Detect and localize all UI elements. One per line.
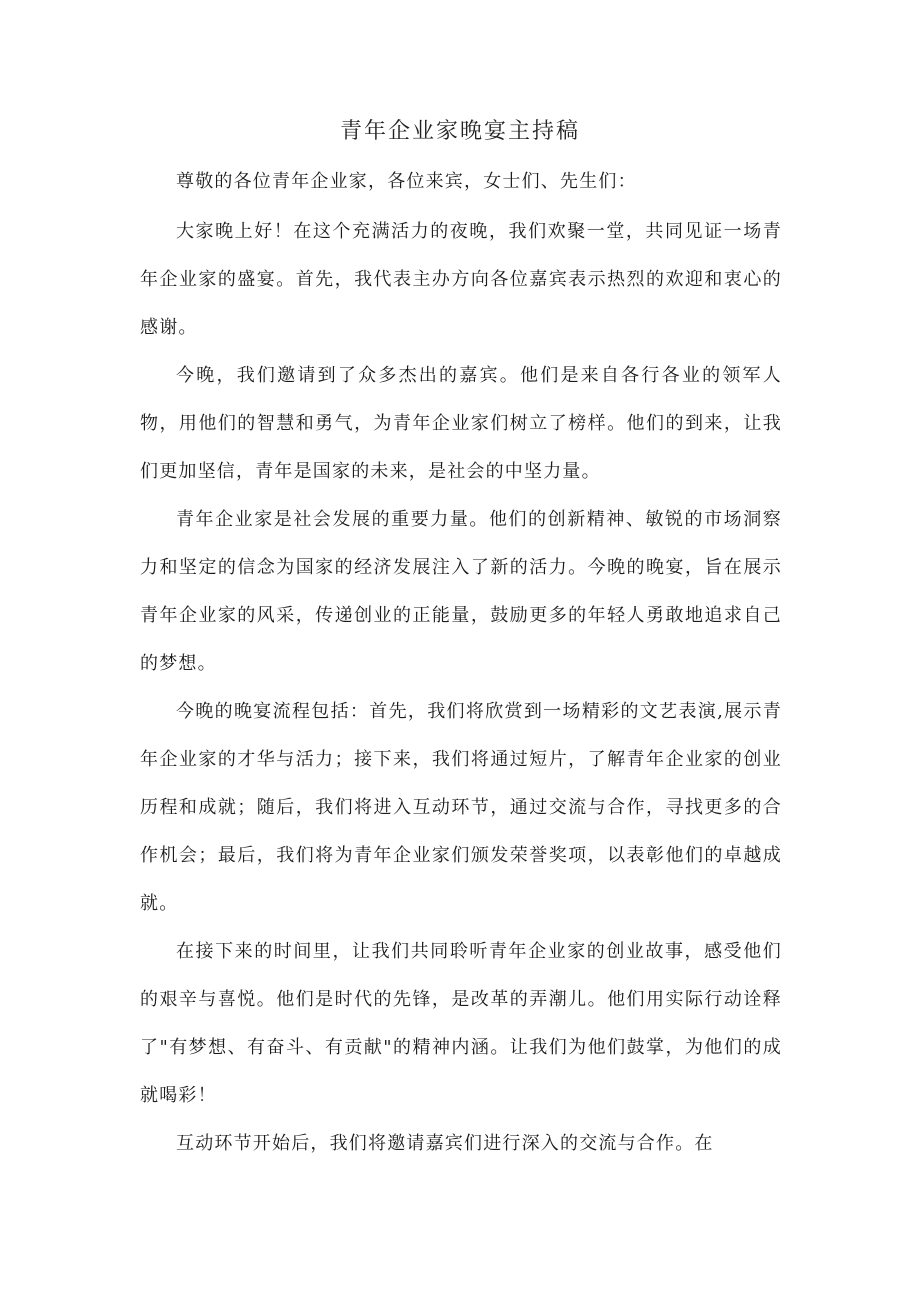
paragraph-greeting: 尊敬的各位青年企业家，各位来宾，女士们、先生们： [176, 171, 637, 192]
paragraph-entrepreneurs: 青年企业家是社会发展的重要力量。他们的创新精神、敏锐的市场洞察力和坚定的信念为国家的经济发展注入了新的活力。今晚的晚宴，旨在展示青年企业家的风采，传递创业的正能量，鼓励更多的年轻人勇敢地追求自己的梦想。 [140, 509, 782, 674]
document-body [140, 156, 782, 1168]
paragraph-welcome: 大家晚上好！在这个充满活力的夜晚，我们欢聚一堂，共同见证一场青年企业家的盛宴。首先，我代表主办方向各位嘉宾表示热烈的欢迎和衷心的感谢。 [140, 221, 782, 338]
paragraph-agenda: 今晚的晚宴流程包括：首先，我们将欣赏到一场精彩的文艺表演,展示青年企业家的才华与活力；接下来，我们将通过短片，了解青年企业家的创业历程和成就；随后，我们将进入互动环节，通过交流与合作，寻找更多的合作机会；最后，我们将为青年企业家们颁发荣誉奖项，以表彰他们的卓越成就。 [140, 701, 782, 914]
paragraph-interaction: 互动环节开始后，我们将邀请嘉宾们进行深入的交流与合作。在 [176, 1133, 714, 1154]
document-title: 青年企业家晚宴主持稿 [339, 119, 580, 144]
paragraph-stories: 在接下来的时间里，让我们共同聆听青年企业家的创业故事，感受他们的艰辛与喜悦。他们是时代的先锋，是改革的弄潮儿。他们用实际行动诠释了"有梦想、有奋斗、有贡献"的精神内涵。让我们为他们鼓掌，为他们的成就喝彩！ [140, 941, 782, 1106]
paragraph-guests: 今晚，我们邀请到了众多杰出的嘉宾。他们是来自各行各业的领军人物，用他们的智慧和勇气，为青年企业家们树立了榜样。他们的到来，让我们更加坚信，青年是国家的未来，是社会的中坚力量。 [140, 365, 782, 482]
